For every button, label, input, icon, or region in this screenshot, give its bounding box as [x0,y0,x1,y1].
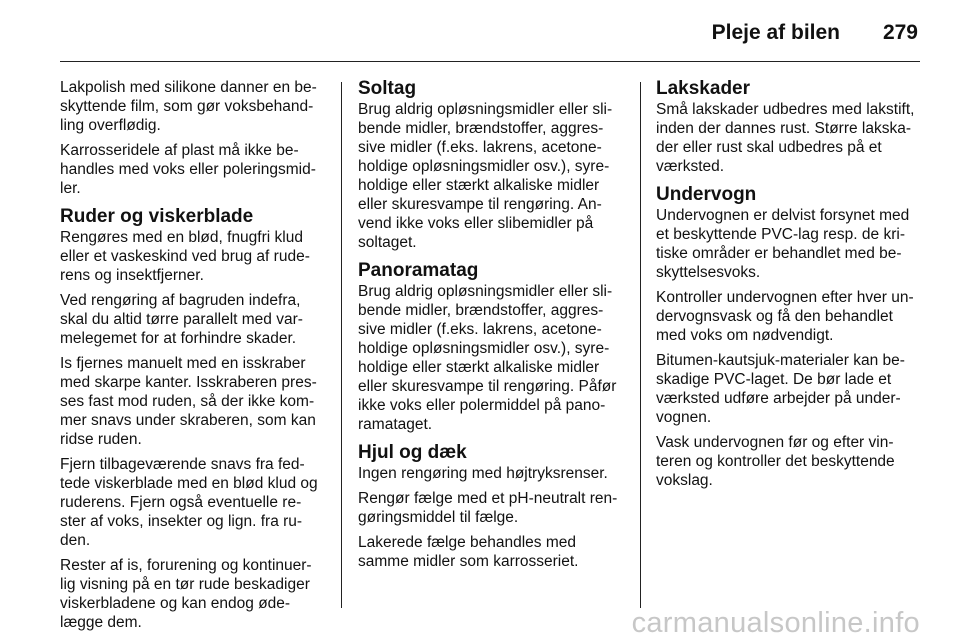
section-heading-lakskader: Lakskader [656,78,751,99]
paragraph: Brug aldrig opløsningsmidler eller sli-bende midler, brændstoffer, aggres-sive midler (f.eks. lakrens, acetone-holdige opløsningsmidler osv.), syre-holdige eller stærkt alkaliske midler eller skuresvampe til rengøring. An-vend ikke voks eller slibemidler på soltaget. [358,101,613,251]
column-divider [341,82,342,608]
section-heading-hjul: Hjul og dæk [358,442,467,463]
column-right [656,78,922,496]
section-heading-undervogn: Undervogn [656,184,757,205]
paragraph: Kontroller undervognen efter hver un-dervognsvask og få den behandlet med voks om nødvendigt. [656,289,914,344]
paragraph: Fjern tilbageværende snavs fra fed-tede viskerblade med en blød klud og ruderens. Fjern også eventuelle re-ster af voks, insekter og lign. fra ru-den. [60,456,318,549]
paragraph: Karrosseridele af plast må ikke be-handles med voks eller poleringsmid-ler. [60,142,316,197]
paragraph: Brug aldrig opløsningsmidler eller sli-bende midler, brændstoffer, aggres-sive midler (f.eks. lakrens, acetone-holdige opløsningsmidler osv.), syre-holdige eller stærkt alkaliske midler eller skuresvampe til rengøring. Påfør ikke voks eller polermiddel på pano-ramataget. [358,283,617,433]
paragraph: Bitumen-kautsjuk-materialer kan be-skadige PVC-laget. De bør lade et værksted udføre arbejder på under-vognen. [656,352,905,426]
page-number: 279 [882,21,918,44]
paragraph: Rengør fælge med et pH-neutralt ren-gøringsmiddel til fælge. [358,490,618,526]
column-middle [358,78,624,577]
paragraph: Undervognen er delvist forsynet med et beskyttende PVC-lag resp. de kri-tiske områder er behandlet med be-skyttelsesvoks. [656,207,910,281]
paragraph: Små lakskader udbedres med lakstift, inden der dannes rust. Større lakska-der eller rust skal udbedres på et værksted. [656,101,915,175]
section-heading-soltag: Soltag [358,78,417,99]
paragraph: Rengøres med en blød, fnugfri klud eller et vaskeskind ved brug af rude-rens og insektfjerner. [60,229,310,284]
paragraph: Is fjernes manuelt med en isskraber med skarpe kanter. Isskraberen pres-ses fast mod ruden, så der ikke kom-mer snavs under skraberen, som kan ridse ruden. [60,355,317,448]
paragraph: Lakerede fælge behandles med samme midler som karrosseriet. [358,534,579,570]
column-left [60,78,326,638]
column-divider [640,82,641,608]
paragraph: Rester af is, forurening og kontinuer-lig visning på en tør rude beskadiger viskerbladene og kan endog øde-lægge dem. [60,557,312,631]
page-title: Pleje af bilen [711,21,840,44]
section-heading-panoramatag: Panoramatag [358,260,479,281]
paragraph: Lakpolish med silikone danner en be-skyttende film, som gør voksbehand-ling overflødig. [60,79,317,134]
paragraph: Ved rengøring af bagruden indefra, skal du altid tørre parallelt med var-melegemet for at forhindre skader. [60,292,303,347]
paragraph: Ingen rengøring med højtryksrenser. [358,465,608,482]
paragraph: Vask undervognen før og efter vin-teren og kontroller det beskyttende vokslag. [656,434,895,489]
header-divider [60,61,920,62]
section-heading-ruder: Ruder og viskerblade [60,206,254,227]
watermark-text: carmanualsonline.info [631,607,920,639]
